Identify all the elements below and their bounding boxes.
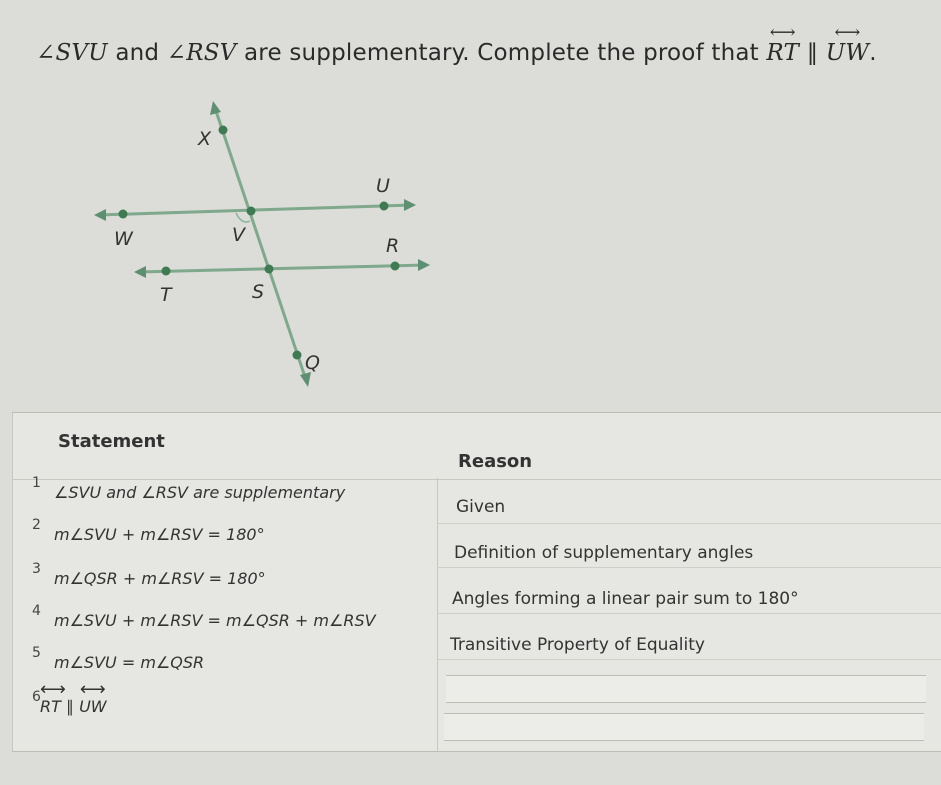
column-divider xyxy=(437,478,438,751)
row-3-statement: m∠QSR + m∠RSV = 180° xyxy=(54,569,266,588)
prompt-angle-svu: ∠SVU xyxy=(36,40,108,66)
label-w: W xyxy=(114,228,133,250)
proof-table xyxy=(12,412,941,752)
row-6-line-uw: ⟷ UW xyxy=(79,697,107,716)
arrowhead-rt-left xyxy=(134,266,146,278)
row-2-statement: m∠SVU + m∠RSV = 180° xyxy=(54,525,265,544)
angle-arc-svu xyxy=(236,213,250,222)
row-6-reason-blank[interactable] xyxy=(444,713,924,741)
transversal-xq xyxy=(214,105,307,383)
header-divider xyxy=(12,479,941,480)
row-5-number: 5 xyxy=(32,645,41,661)
header-statement: Statement xyxy=(58,431,165,452)
point-t xyxy=(162,267,171,276)
point-v xyxy=(247,207,256,216)
row-6-statement xyxy=(40,697,107,716)
row-2-reason: Definition of supplementary angles xyxy=(454,543,754,563)
row-3-divider xyxy=(437,613,941,614)
row-3-reason: Angles forming a linear pair sum to 180° xyxy=(452,589,799,609)
problem-prompt xyxy=(36,40,877,66)
table-left-border xyxy=(12,413,13,751)
prompt-line-uw: ⟷ UW xyxy=(826,40,869,66)
row-6-number: 6 xyxy=(32,689,41,705)
point-u xyxy=(380,202,389,211)
row-3-number: 3 xyxy=(32,561,41,577)
label-s: S xyxy=(252,281,265,303)
row-1-statement: ∠SVU and ∠RSV are supplementary xyxy=(54,483,346,502)
arrowhead-transversal-bottom xyxy=(300,372,311,387)
row-4-reason: Transitive Property of Equality xyxy=(450,635,705,655)
row-6-line-rt: ⟷ RT xyxy=(40,697,61,716)
point-w xyxy=(119,210,128,219)
row-6-parallel-symbol: ∥ xyxy=(60,697,80,716)
arrowhead-rt-right xyxy=(418,259,430,271)
prompt-period: . xyxy=(869,40,877,66)
row-1-divider xyxy=(437,523,941,524)
point-r xyxy=(391,262,400,271)
prompt-angle-rsv: ∠RSV xyxy=(166,40,237,66)
label-v: V xyxy=(232,224,245,246)
label-u: U xyxy=(376,175,390,197)
point-x xyxy=(219,126,228,135)
point-s xyxy=(265,265,274,274)
prompt-text-main: are supplementary. Complete the proof that xyxy=(236,40,767,66)
row-4-statement: m∠SVU + m∠RSV = m∠QSR + m∠RSV xyxy=(54,611,376,630)
row-1-reason: Given xyxy=(456,497,506,517)
row-5-reason-blank[interactable] xyxy=(446,675,926,703)
row-5-statement: m∠SVU = m∠QSR xyxy=(54,653,205,672)
row-4-divider xyxy=(437,659,941,660)
arrowhead-uw-right xyxy=(404,199,416,211)
header-reason: Reason xyxy=(458,451,533,472)
prompt-text-and: and xyxy=(107,40,167,66)
geometry-diagram xyxy=(90,95,450,395)
label-r: R xyxy=(386,235,400,257)
arrowhead-uw-left xyxy=(94,209,106,221)
row-4-number: 4 xyxy=(32,603,41,619)
point-q xyxy=(293,351,302,360)
prompt-parallel-symbol: ∥ xyxy=(799,40,826,66)
prompt-line-rt: ⟷ RT xyxy=(766,40,799,66)
row-1-number: 1 xyxy=(32,475,41,491)
row-2-divider xyxy=(437,567,941,568)
line-rt xyxy=(138,265,426,272)
label-x: X xyxy=(198,128,212,150)
arrowhead-transversal-top xyxy=(210,101,221,115)
row-2-number: 2 xyxy=(32,517,41,533)
label-t: T xyxy=(160,284,172,306)
label-q: Q xyxy=(305,352,320,374)
